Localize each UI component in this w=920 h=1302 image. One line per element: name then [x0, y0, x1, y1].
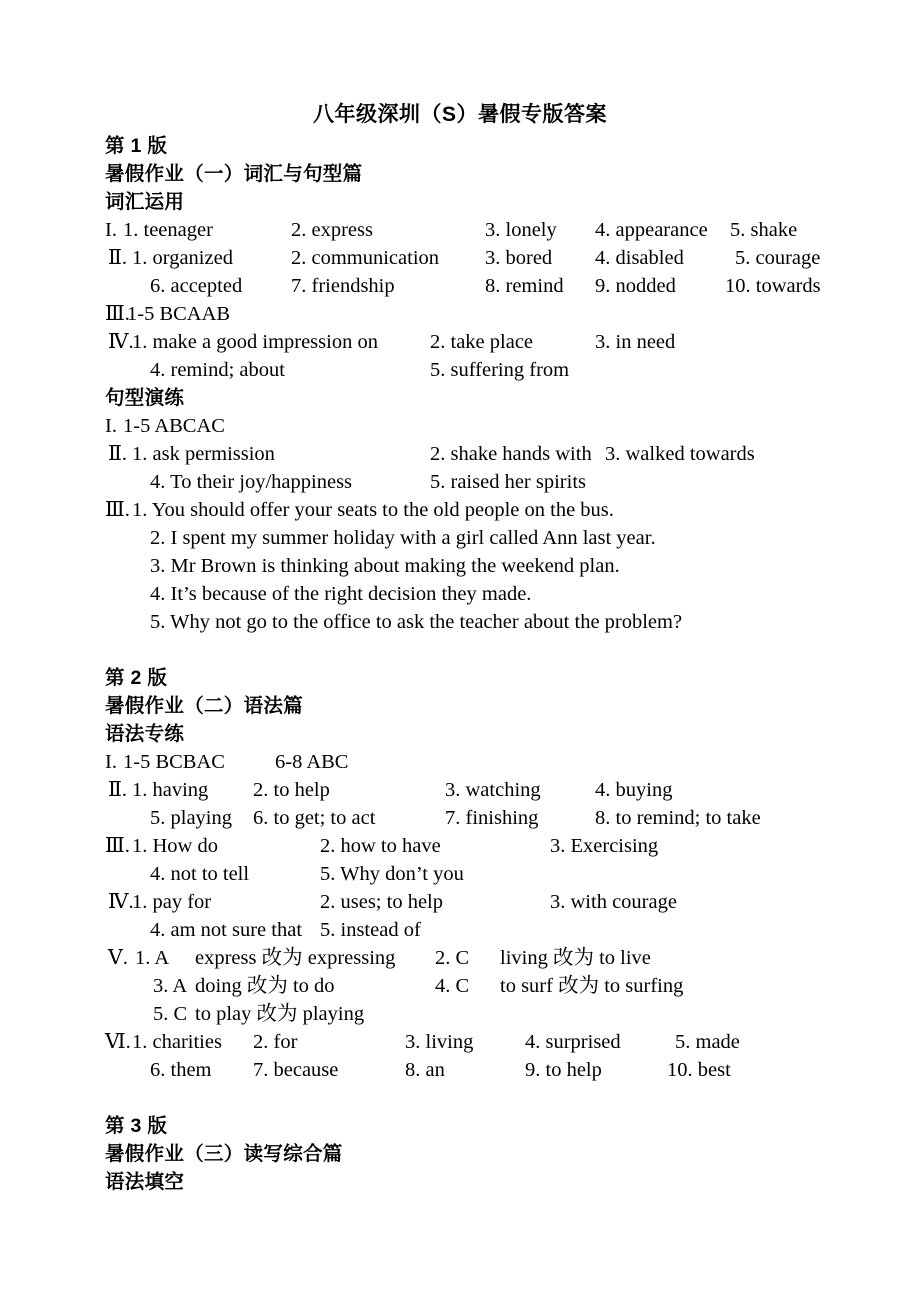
- answer-row: [105, 944, 905, 972]
- answer-item: 3. with courage: [550, 891, 677, 913]
- answer-item: 2. to help: [253, 779, 330, 801]
- answer-item: 7. friendship: [291, 275, 395, 297]
- page-label-3-text: 第 3 版: [105, 1115, 168, 1137]
- answer-row: [105, 1000, 905, 1028]
- answer-item: 1. make a good impression on: [132, 331, 378, 353]
- answer-item: 5. playing: [150, 807, 232, 829]
- answer-item: 5. shake: [730, 219, 798, 241]
- roman-numeral: Ⅴ.: [108, 947, 128, 969]
- answer-item: 6. them: [150, 1059, 212, 1081]
- answer-item: 2. shake hands with: [430, 443, 592, 465]
- answer-item: 4. appearance: [595, 219, 708, 241]
- answer-item: living 改为 to live: [500, 947, 651, 969]
- answer-item: 1. having: [132, 779, 209, 801]
- answer-content: [105, 132, 905, 1196]
- answer-row: [105, 272, 905, 300]
- answer-item: 2. for: [253, 1031, 298, 1053]
- answer-row: [105, 412, 905, 440]
- answer-item: 10. best: [667, 1059, 731, 1081]
- roman-numeral: Ⅳ.: [108, 331, 134, 353]
- group-title-1-2: [105, 384, 905, 412]
- answer-item: 5. instead of: [320, 919, 421, 941]
- page-label-1-text: 第 1 版: [105, 135, 168, 157]
- answer-item: 9. to help: [525, 1059, 602, 1081]
- roman-numeral: I.: [105, 219, 117, 241]
- answer-item: 7. finishing: [445, 807, 539, 829]
- answer-item: 4. C: [435, 975, 470, 997]
- answer-item: 8. to remind; to take: [595, 807, 761, 829]
- answer-item: 2. express: [291, 219, 373, 241]
- page-label-2-text: 第 2 版: [105, 667, 168, 689]
- answer-row: [105, 1056, 905, 1084]
- answer-item: 5. Why not go to the office to ask the teacher about the problem?: [150, 611, 683, 633]
- roman-numeral: I.: [105, 415, 117, 437]
- answer-item: 10. towards: [725, 275, 821, 297]
- answer-item: 3. Mr Brown is thinking about making the weekend plan.: [150, 555, 620, 577]
- answer-item: 4. buying: [595, 779, 673, 801]
- answer-row: [105, 496, 905, 524]
- answer-item: 3. walked towards: [605, 443, 755, 465]
- answer-item: 1-5 ABCAC: [123, 415, 225, 437]
- answer-item: 1. A: [135, 947, 170, 969]
- answer-row: [105, 328, 905, 356]
- group-title-3-1: [105, 1168, 905, 1196]
- group-title-1-2-text: 句型演练: [105, 387, 185, 409]
- answer-item: 5. courage: [735, 247, 821, 269]
- answer-item: to play 改为 playing: [195, 1003, 365, 1025]
- roman-numeral: Ⅱ.: [108, 443, 128, 465]
- roman-numeral: Ⅳ.: [108, 891, 134, 913]
- answer-row: [105, 300, 905, 328]
- answer-item: 1. teenager: [123, 219, 213, 241]
- page-label-3: [105, 1112, 905, 1140]
- answer-item: 3. A: [153, 975, 188, 997]
- answer-item: 6. accepted: [150, 275, 243, 297]
- section-gap: [105, 636, 905, 664]
- answer-item: 4. not to tell: [150, 863, 250, 885]
- answer-item: 3. bored: [485, 247, 553, 269]
- answer-item: 2. I spent my summer holiday with a girl called Ann last year.: [150, 527, 656, 549]
- answer-row: [105, 860, 905, 888]
- answer-row: [105, 244, 905, 272]
- answer-item: 4. To their joy/happiness: [150, 471, 353, 493]
- group-title-2-1: [105, 720, 905, 748]
- answer-item: 4. remind; about: [150, 359, 285, 381]
- answer-row: [105, 524, 905, 552]
- answer-item: 3. lonely: [485, 219, 557, 241]
- group-title-3-1-text: 语法填空: [105, 1171, 185, 1193]
- answer-row: [105, 356, 905, 384]
- assignment-title-2-text: 暑假作业（二）语法篇: [105, 695, 304, 717]
- section-gap: [105, 1084, 905, 1112]
- answer-item: 3. in need: [595, 331, 676, 353]
- roman-numeral: Ⅵ.: [105, 1031, 131, 1053]
- answer-item: 5. C: [153, 1003, 188, 1025]
- answer-row: [105, 916, 905, 944]
- answer-item: 4. surprised: [525, 1031, 621, 1053]
- answer-row: [105, 440, 905, 468]
- answer-item: to surf 改为 to surfing: [500, 975, 684, 997]
- answer-item: 1. You should offer your seats to the old people on the bus.: [132, 499, 614, 521]
- roman-numeral: Ⅱ.: [108, 779, 128, 801]
- assignment-title-1-text: 暑假作业（一）词汇与句型篇: [105, 163, 363, 185]
- answer-item: 2. how to have: [320, 835, 441, 857]
- group-title-2-1-text: 语法专练: [105, 723, 185, 745]
- roman-numeral: I.: [105, 751, 117, 773]
- answer-item: 4. disabled: [595, 247, 684, 269]
- answer-item: 1. charities: [132, 1031, 222, 1053]
- answer-row: [105, 580, 905, 608]
- page-title: 八年级深圳（S）暑假专版答案: [312, 103, 607, 126]
- answer-item: 2. C: [435, 947, 470, 969]
- answer-item: 1. ask permission: [132, 443, 275, 465]
- answer-row: [105, 608, 905, 636]
- answer-item: 1-5 BCBAC: [123, 751, 225, 773]
- answer-item: 4. am not sure that: [150, 919, 303, 941]
- answer-item: 3. living: [405, 1031, 474, 1053]
- answer-item: 2. uses; to help: [320, 891, 443, 913]
- answer-row: [105, 888, 905, 916]
- answer-item: 9. nodded: [595, 275, 676, 297]
- answer-row: [105, 832, 905, 860]
- answer-item: 1. How do: [132, 835, 218, 857]
- answer-item: express 改为 expressing: [195, 947, 396, 969]
- assignment-title-1: [105, 160, 905, 188]
- answer-row: [105, 468, 905, 496]
- group-title-1-1-text: 词汇运用: [105, 191, 185, 213]
- answer-item: 3. Exercising: [550, 835, 659, 857]
- assignment-title-3-text: 暑假作业（三）读写综合篇: [105, 1143, 343, 1165]
- answer-item: 5. suffering from: [430, 359, 570, 381]
- answer-item: 4. It’s because of the right decision they made.: [150, 583, 532, 605]
- answer-row: [105, 776, 905, 804]
- answer-item: doing 改为 to do: [195, 975, 335, 997]
- answer-item: 1. organized: [132, 247, 233, 269]
- roman-numeral: Ⅲ.: [105, 303, 130, 325]
- answer-item: 2. communication: [291, 247, 440, 269]
- page-label-2: [105, 664, 905, 692]
- answer-item: 1. pay for: [132, 891, 212, 913]
- answer-item: 7. because: [253, 1059, 339, 1081]
- answer-item: 6. to get; to act: [253, 807, 376, 829]
- answer-item: 5. Why don’t you: [320, 863, 464, 885]
- answer-item: 5. raised her spirits: [430, 471, 586, 493]
- answer-item: 6-8 ABC: [275, 751, 349, 773]
- answer-row: [105, 552, 905, 580]
- roman-numeral: Ⅲ.: [105, 499, 130, 521]
- answer-row: [105, 748, 905, 776]
- answer-item: 5. made: [675, 1031, 740, 1053]
- answer-row: [105, 1028, 905, 1056]
- roman-numeral: Ⅱ.: [108, 247, 128, 269]
- assignment-title-2: [105, 692, 905, 720]
- answer-item: 1-5 BCAAB: [127, 303, 231, 325]
- answer-row: [105, 804, 905, 832]
- page-label-1: [105, 132, 905, 160]
- answer-row: [105, 972, 905, 1000]
- group-title-1-1: [105, 188, 905, 216]
- answer-item: 2. take place: [430, 331, 534, 353]
- answer-item: 8. an: [405, 1059, 445, 1081]
- answer-item: 8. remind: [485, 275, 564, 297]
- answer-row: [105, 216, 905, 244]
- roman-numeral: Ⅲ.: [105, 835, 130, 857]
- answer-item: 3. watching: [445, 779, 541, 801]
- assignment-title-3: [105, 1140, 905, 1168]
